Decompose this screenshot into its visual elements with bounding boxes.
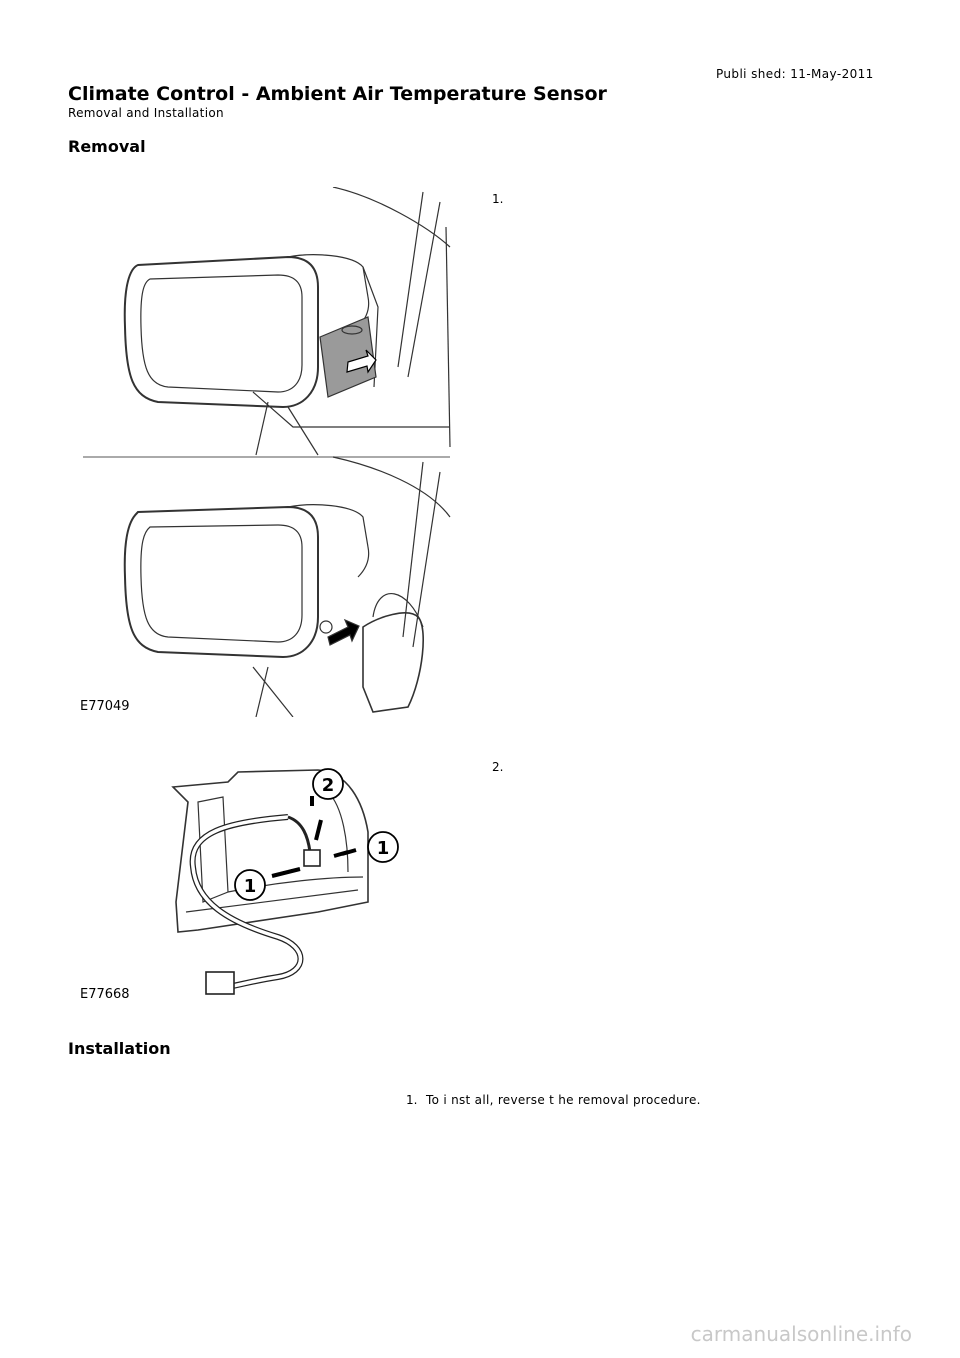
page-title: Climate Control - Ambient Air Temperature Sensor [68,83,607,105]
page-subtitle: Removal and Installation [68,106,224,120]
installation-step-text: To i nst all, reverse t he removal procedure. [426,1093,701,1107]
figure-mirror-removal [78,187,456,717]
published-date: Publi shed: 11-May-2011 [716,67,874,81]
installation-heading: Installation [68,1039,171,1058]
removal-step-number: 1. [492,192,504,206]
sensor-illustration [78,762,408,1007]
callout-label: 1 [243,876,257,897]
watermark: carmanualsonline.info [690,1322,912,1346]
figure-code: E77049 [80,699,130,714]
removal-step-number: 2. [492,760,504,774]
removal-heading: Removal [68,137,146,156]
figure-code: E77668 [80,987,130,1002]
figure-sensor-removal [78,762,408,1007]
installation-step-number: 1. [406,1093,418,1107]
mirror-illustration [78,187,456,717]
callout-label: 1 [376,838,390,859]
callout-label: 2 [321,775,335,796]
